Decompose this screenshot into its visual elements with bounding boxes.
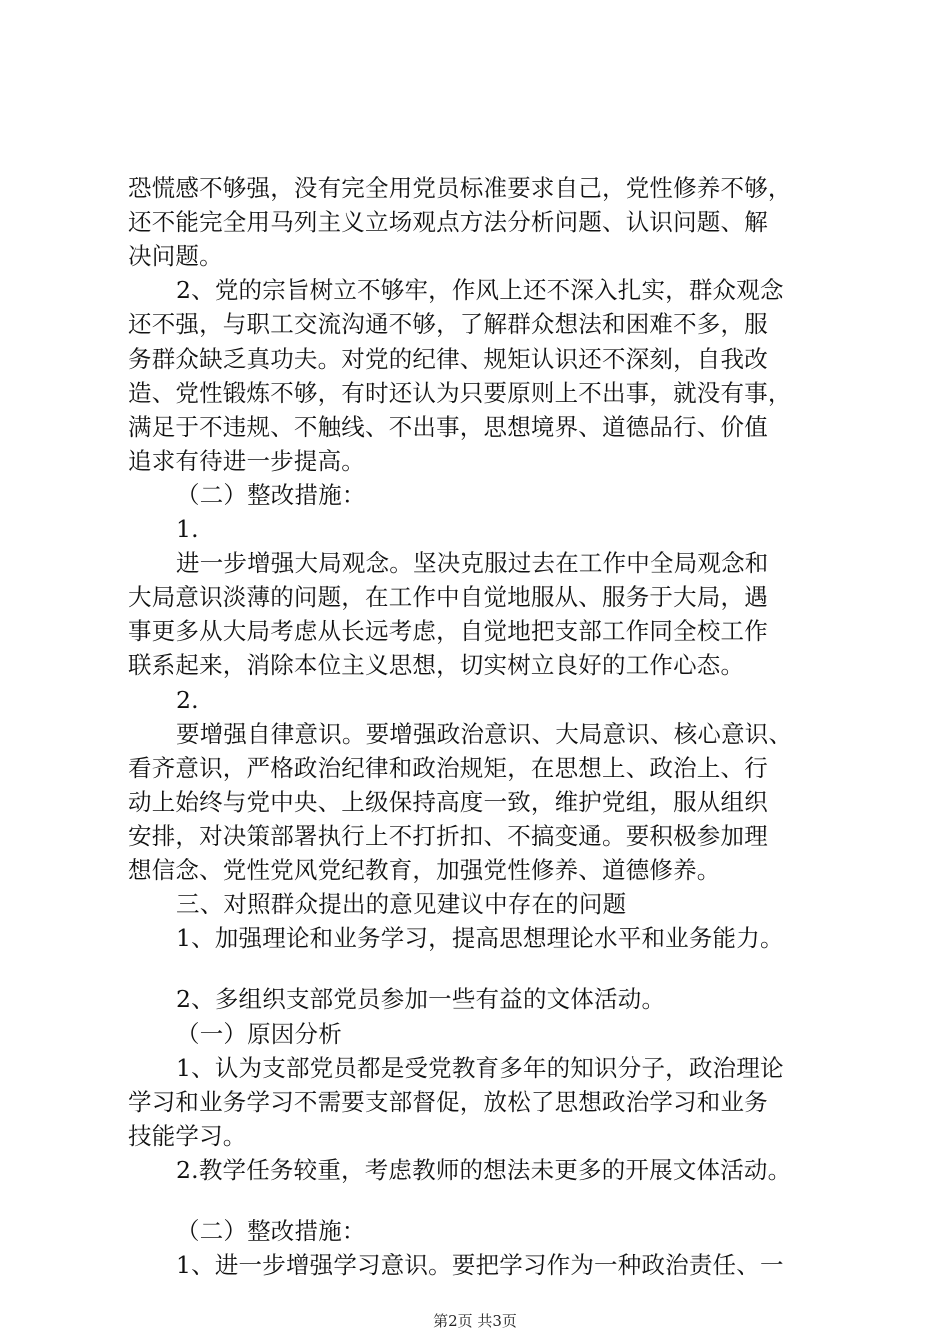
body-text-line: 还不能完全用马列主义立场观点方法分析问题、认识问题、解 xyxy=(128,208,768,236)
body-text-line: 技能学习。 xyxy=(128,1122,247,1150)
body-text-line: 满足于不违规、不触线、不出事，思想境界、道德品行、价值 xyxy=(128,413,768,441)
section-heading: 三、对照群众提出的意见建议中存在的问题 xyxy=(176,890,627,918)
list-number: 2. xyxy=(176,686,199,714)
body-text-line: 还不强，与职工交流沟通不够，了解群众想法和困难不多，服 xyxy=(128,310,768,338)
body-text-line: 1、认为支部党员都是受党教育多年的知识分子，政治理论 xyxy=(176,1054,784,1082)
body-text-line: 看齐意识，严格政治纪律和政治规矩，在思想上、政治上、行 xyxy=(128,754,768,782)
body-text-line: 联系起来，消除本位主义思想，切实树立良好的工作心态。 xyxy=(128,651,745,679)
section-heading: （二）整改措施： xyxy=(176,481,366,509)
body-text-line: 2、多组织支部党员参加一些有益的文体活动。 xyxy=(176,985,666,1013)
body-text-line: 进一步增强大局观念。坚决克服过去在工作中全局观念和 xyxy=(176,549,769,577)
body-text-line: 1、进一步增强学习意识。要把学习作为一种政治责任、一 xyxy=(176,1251,784,1279)
body-text-line: 2.教学任务较重，考虑教师的想法未更多的开展文体活动。 xyxy=(176,1156,792,1184)
section-heading: （一）原因分析 xyxy=(176,1020,342,1048)
body-text-line: 学习和业务学习不需要支部督促，放松了思想政治学习和业务 xyxy=(128,1088,768,1116)
body-text-line: 追求有待进一步提高。 xyxy=(128,447,365,475)
body-text-line: 2、党的宗旨树立不够牢，作风上还不深入扎实，群众观念 xyxy=(176,276,784,304)
section-heading: （二）整改措施： xyxy=(176,1217,366,1245)
body-text-line: 造、党性锻炼不够，有时还认为只要原则上不出事，就没有事， xyxy=(128,379,792,407)
page-footer: 第2页 共3页 xyxy=(433,1312,517,1330)
body-text-line: 要增强自律意识。要增强政治意识、大局意识、核心意识、 xyxy=(176,720,793,748)
body-text-line: 决问题。 xyxy=(128,242,223,270)
body-text-line: 恐慌感不够强，没有完全用党员标准要求自己，党性修养不够， xyxy=(128,174,792,202)
list-number: 1. xyxy=(176,515,199,543)
body-text-line: 动上始终与党中央、上级保持高度一致，维护党组，服从组织 xyxy=(128,788,768,816)
body-text-line: 大局意识淡薄的问题，在工作中自觉地服从、服务于大局，遇 xyxy=(128,583,768,611)
body-text-line: 1、加强理论和业务学习，提高思想理论水平和业务能力。 xyxy=(176,924,784,952)
body-text-line: 事更多从大局考虑从长远考虑，自觉地把支部工作同全校工作 xyxy=(128,617,768,645)
body-text-line: 务群众缺乏真功夫。对党的纪律、规矩认识还不深刻，自我改 xyxy=(128,345,768,373)
body-text-line: 安排，对决策部署执行上不打折扣、不搞变通。要积极参加理 xyxy=(128,822,768,850)
body-text-line: 想信念、党性党风党纪教育，加强党性修养、道德修养。 xyxy=(128,856,721,884)
